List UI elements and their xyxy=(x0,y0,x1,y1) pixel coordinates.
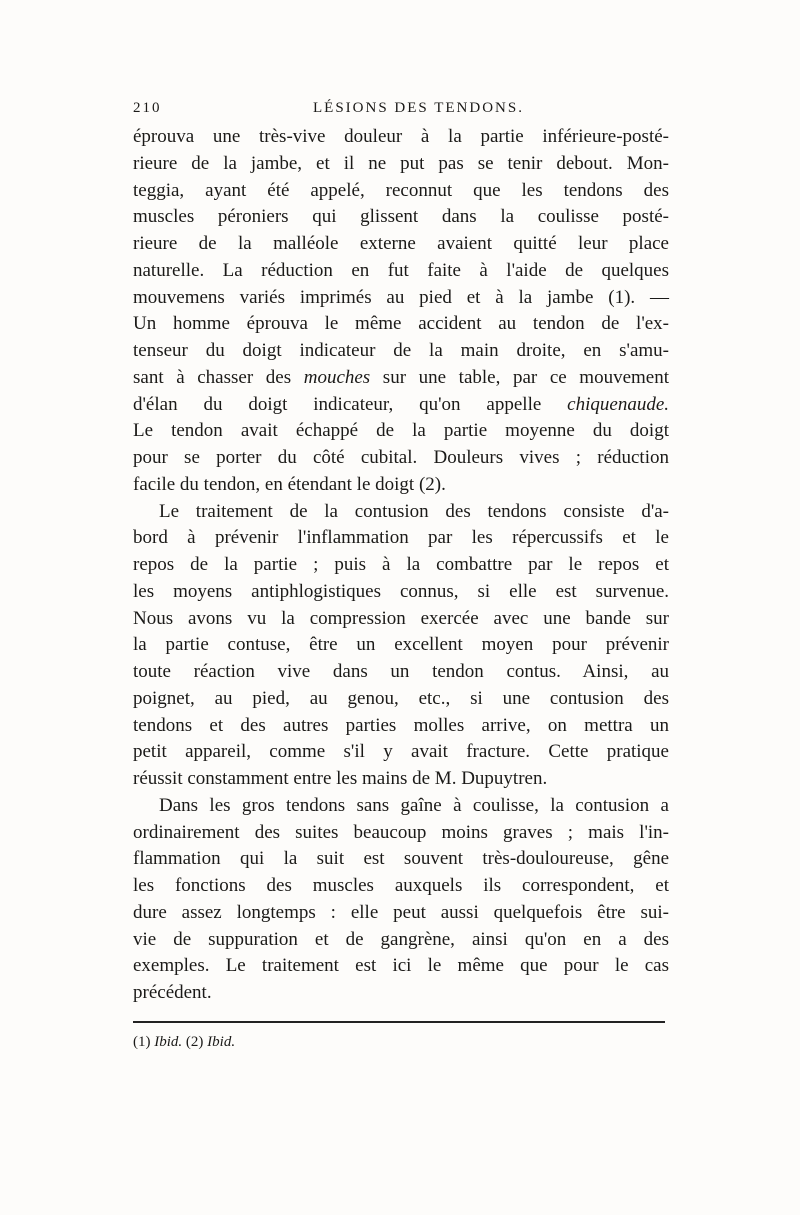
text-line: les fonctions des muscles auxquels ils correspondent, et xyxy=(133,875,669,896)
footnote-marker: (1) xyxy=(133,1034,151,1050)
text-run: sant à chasser des xyxy=(133,366,304,388)
text-line: flammation qui la suit est souvent très-douloureuse, gêne xyxy=(133,848,669,870)
text-line: ordinairement des suites beaucoup moins graves ; mais l'in- xyxy=(133,821,669,843)
text-line: exemples. Le traitement est ici le même que pour le cas xyxy=(133,955,669,977)
text-run: d'élan du doigt indicateur, qu'on appelle xyxy=(133,393,568,415)
text-line: les moyens antiphlogistiques connus, si elle est survenue. xyxy=(133,580,669,602)
text-line: dure assez longtemps : elle peut aussi quelquefois être sui- xyxy=(133,901,669,923)
text-run: sur une table, par ce mouvement xyxy=(370,366,669,388)
text-line: petit appareil, comme s'il y avait fracture. Cette pratique xyxy=(133,741,669,763)
text-line: vie de suppuration et de gangrène, ainsi qu'on en a des xyxy=(133,928,669,950)
footnote-marker: (2) xyxy=(185,1034,204,1050)
text-line: teggia, ayant été appelé, reconnut que les tendons des xyxy=(133,179,669,201)
text-line: repos de la partie ; puis à la combattre par le repos et xyxy=(133,554,669,575)
text-line: pour se porter du côté cubital. Douleurs vives ; réduction xyxy=(133,447,669,468)
text-line: bord à prévenir l'inflammation par les répercussifs et le xyxy=(133,527,669,549)
italic-word: chiquenaude. xyxy=(567,393,669,415)
text-line: naturelle. La réduction en fut faite à l'aide de quelques xyxy=(133,259,669,281)
text-line: précédent. xyxy=(133,982,212,1003)
paragraph-first-line: Dans les gros tendons sans gaîne à coulisse, la contusion a xyxy=(159,794,669,816)
text-line: poignet, au pied, au genou, etc., si une contusion des xyxy=(133,687,669,709)
text-line xyxy=(133,392,669,419)
paragraph-first-line: Le traitement de la contusion des tendons consiste d'a- xyxy=(159,500,669,522)
text-line: réussit constamment entre les mains de M. Dupuytren. xyxy=(133,768,548,789)
text-line: muscles péroniers qui glissent dans la coulisse posté- xyxy=(133,206,669,228)
footnote xyxy=(133,1034,235,1051)
footnote-rule xyxy=(133,1021,665,1023)
footnote-reference: Ibid. xyxy=(207,1034,236,1050)
text-line: toute réaction vive dans un tendon contus. Ainsi, au xyxy=(133,661,669,682)
text-line: rieure de la jambe, et il ne put pas se tenir debout. Mon- xyxy=(133,152,669,174)
text-line: facile du tendon, en étendant le doigt (2). xyxy=(133,473,446,495)
text-line: tenseur du doigt indicateur de la main droite, en s'amu- xyxy=(133,340,669,361)
body-text xyxy=(133,124,669,1007)
footnote-reference: Ibid. xyxy=(154,1034,183,1050)
text-line: la partie contuse, être un excellent moyen pour prévenir xyxy=(133,634,669,656)
running-head-title: LÉSIONS DES TENDONS. xyxy=(313,100,524,116)
text-line: mouvemens variés imprimés au pied et à la jambe (1). — xyxy=(133,286,669,308)
text-line: rieure de la malléole externe avaient quitté leur place xyxy=(133,233,669,254)
text-line: Un homme éprouva le même accident au tendon de l'ex- xyxy=(133,313,669,335)
running-head xyxy=(133,100,665,122)
text-line: tendons et des autres parties molles arrive, on mettra un xyxy=(133,714,669,736)
italic-word: mouches xyxy=(303,366,371,388)
text-line: Nous avons vu la compression exercée avec une bande sur xyxy=(133,607,669,629)
text-line: éprouva une très-vive douleur à la partie inférieure-posté- xyxy=(133,126,669,147)
text-line xyxy=(133,365,669,392)
page-number: 210 xyxy=(133,100,162,116)
text-line: Le tendon avait échappé de la partie moyenne du doigt xyxy=(133,420,669,442)
